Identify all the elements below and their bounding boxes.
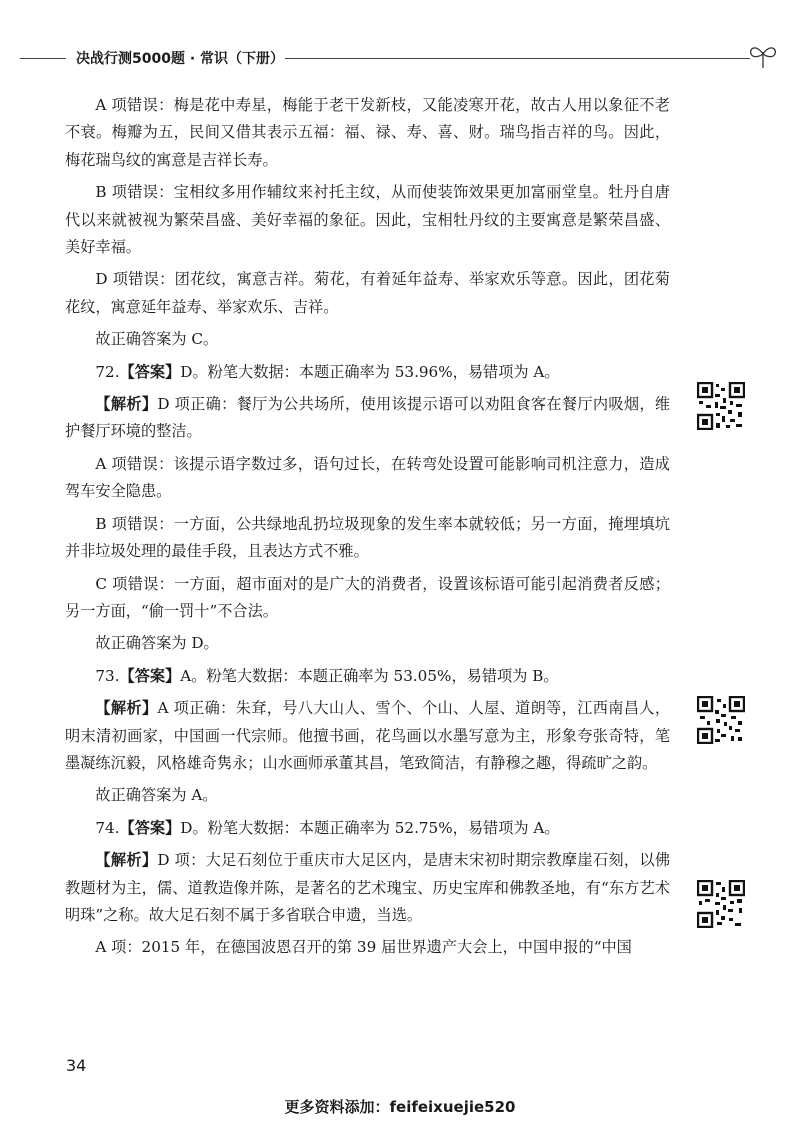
- analysis-q73: [65, 695, 670, 777]
- analysis-q74: [65, 847, 670, 929]
- answer-q74: [65, 815, 670, 842]
- answer-text: D。粉笔大数据：本题正确率为 52.75%，易错项为 A。: [180, 818, 560, 837]
- answer-tag: 【答案】: [119, 818, 181, 837]
- question-number: 73.: [95, 666, 120, 685]
- analysis-tag: 【解析】: [95, 851, 158, 870]
- question-number: 74.: [95, 818, 120, 837]
- paragraph-option-a-q71: A 项错误：梅是花中寿星，梅能于老干发新枝，又能凌寒开花，故古人用以象征不老不衰。梅瓣为五，民间又借其表示五福：福、禄、寿、喜、财。瑞鸟指吉祥的鸟。因此，梅花瑞鸟纹的寓意是吉祥长寿。: [65, 96, 670, 169]
- analysis-tag: 【解析】: [95, 395, 158, 414]
- analysis-text: D 项：大足石刻位于重庆市大足区内，是唐末宋初时期宗教摩崖石刻，以佛教题材为主，儒、道教造像并陈，是著名的艺术瑰宝、历史宝库和佛教圣地，有“东方艺术明珠”之称。故大足石刻不属于多省联合申遗，当选。: [65, 851, 671, 924]
- footer-note: 更多资料添加：feifeixuejie520: [284, 1098, 516, 1116]
- qr-code-icon: [697, 696, 745, 744]
- analysis-text: A 项正确：朱耷，号八大山人、雪个、个山、人屋、道朗等，江西南昌人，明末清初画家，中国画一代宗师。他擅书画，花鸟画以水墨写意为主，形象夸张奇特，笔墨凝练沉毅，风格雄奇隽永；山水画师承董其昌，笔致简洁，有静穆之趣，得疏旷之韵。: [65, 699, 671, 772]
- question-number: 72.: [95, 362, 120, 381]
- analysis-text: D 项正确：餐厅为公共场所，使用该提示语可以劝阻食客在餐厅内吸烟，维护餐厅环境的整洁。: [65, 395, 671, 441]
- answer-text: A。粉笔大数据：本题正确率为 53.05%，易错项为 B。: [180, 666, 559, 685]
- answer-q72: [65, 359, 670, 386]
- conclusion-q72: 故正确答案为 D。: [95, 634, 219, 653]
- paragraph-option-a-q72: A 项错误：该提示语字数过多，语句过长，在转弯处设置可能影响司机注意力，造成驾车安全隐患。: [65, 454, 670, 501]
- page-number: 34: [66, 1056, 87, 1075]
- paragraph-option-c-q72: C 项错误：一方面，超市面对的是广大的消费者，设置该标语可能引起消费者反感；另一方面，“偷一罚十”不合法。: [65, 574, 670, 620]
- qr-code-icon: [697, 382, 745, 430]
- page-content: [65, 92, 670, 967]
- analysis-tag: 【解析】: [95, 699, 158, 718]
- answer-tag: 【答案】: [119, 666, 181, 685]
- qr-code-icon: [697, 880, 745, 928]
- answer-tag: 【答案】: [119, 362, 181, 381]
- answer-text: D。粉笔大数据：本题正确率为 53.96%，易错项为 A。: [180, 362, 560, 381]
- header-title: 决战行测5000题 · 常识（下册）: [76, 51, 285, 67]
- running-header: [20, 40, 780, 70]
- conclusion-q73: 故正确答案为 A。: [95, 786, 218, 805]
- header-rule-right: [285, 58, 750, 59]
- paragraph-option-b-q72: B 项错误：一方面，公共绿地乱扔垃圾现象的发生率本就较低；另一方面，掩埋填坑并非垃圾处理的最佳手段，且表达方式不雅。: [65, 514, 670, 561]
- paragraph-option-a-q74: A 项：2015 年，在德国波恩召开的第 39 届世界遗产大会上，中国申报的“中国: [95, 938, 632, 957]
- paragraph-option-d-q71: D 项错误：团花纹，寓意吉祥。菊花，有着延年益寿、举家欢乐等意。因此，团花菊花纹，寓意延年益寿、举家欢乐、吉祥。: [65, 270, 670, 316]
- conclusion-q71: 故正确答案为 C。: [95, 330, 219, 349]
- sprout-icon: [746, 40, 780, 70]
- answer-q73: [65, 663, 670, 690]
- header-rule-left: [20, 58, 66, 59]
- analysis-q72: [65, 391, 670, 446]
- paragraph-option-b-q71: B 项错误：宝相纹多用作辅纹来衬托主纹，从而使装饰效果更加富丽堂皇。牡丹自唐代以来就被视为繁荣昌盛、美好幸福的象征。因此，宝相牡丹纹的主要寓意是繁荣昌盛、美好幸福。: [65, 183, 670, 257]
